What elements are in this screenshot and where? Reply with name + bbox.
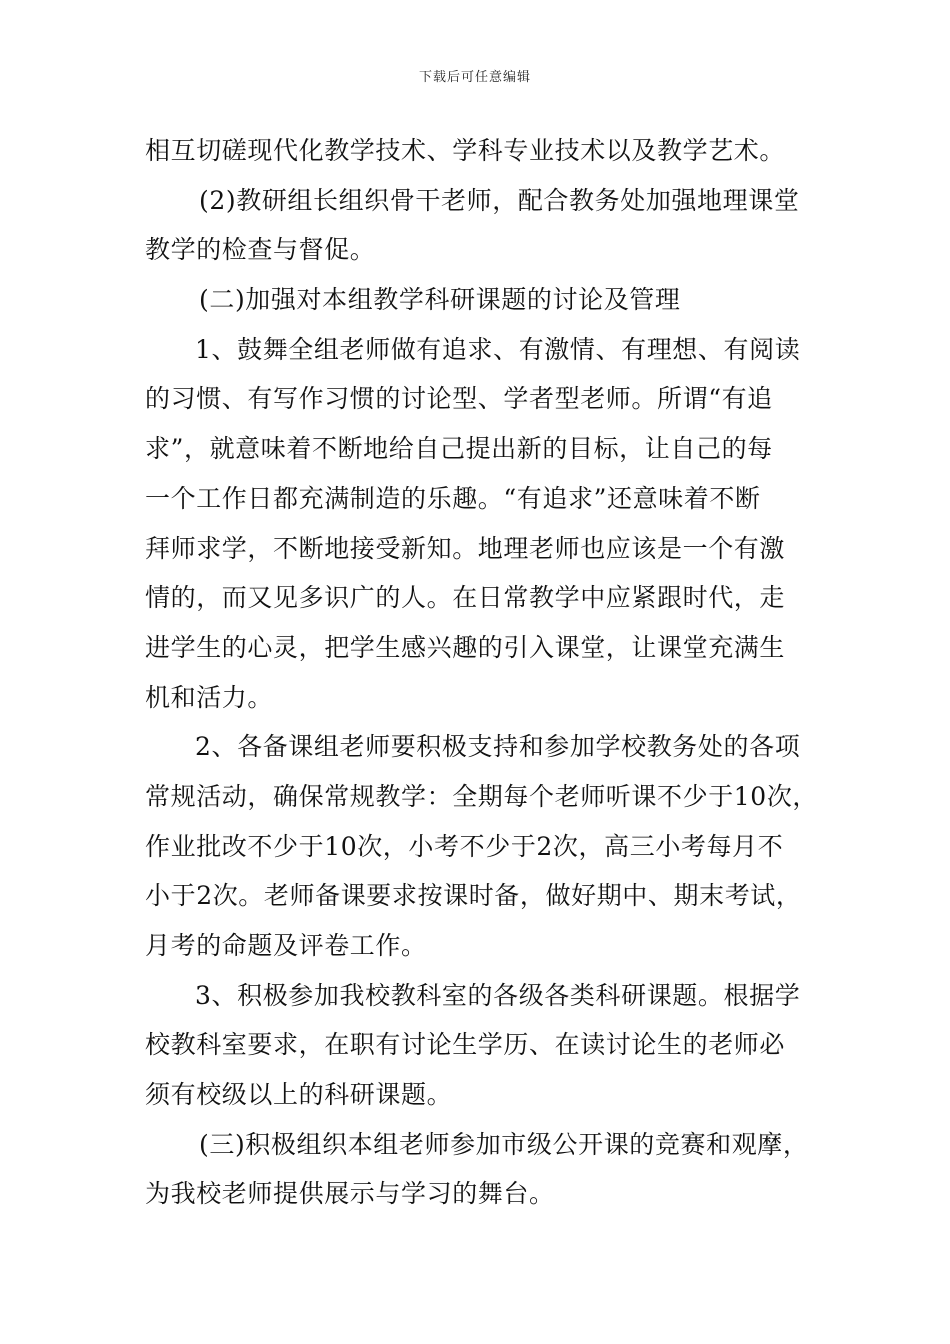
text-line: 常规活动，确保常规教学：全期每个老师听课不少于10次， [145, 781, 819, 811]
text-line: 机和活力。 [145, 682, 274, 712]
text-line: 1、鼓舞全组老师做有追求、有激情、有理想、有阅读 [195, 334, 801, 364]
text-line: 进学生的心灵，把学生感兴趣的引入课堂，让课堂充满生 [145, 632, 786, 662]
text-line: (二)加强对本组教学科研课题的讨论及管理 [199, 285, 681, 315]
text-line: 为我校老师提供展示与学习的舞台。 [145, 1179, 555, 1209]
text-line: (2)教研组长组织骨干老师，配合教务处加强地理课堂 [199, 185, 800, 215]
text-line: (三)积极组织本组老师参加市级公开课的竞赛和观摩， [199, 1129, 809, 1159]
text-line: 月考的命题及评卷工作。 [145, 931, 427, 960]
text-line: 的习惯、有写作习惯的讨论型、学者型老师。所谓“有追 [145, 384, 773, 414]
text-line: 2、各备课组老师要积极支持和参加学校教务处的各项 [195, 732, 801, 762]
body-text [145, 126, 819, 1219]
text-line: 拜师求学，不断地接受新知。地理老师也应该是一个有激 [145, 533, 786, 563]
header-note: 下载后可任意编辑 [418, 70, 531, 85]
text-line: 一个工作日都充满制造的乐趣。“有追求”还意味着不断 [145, 483, 761, 513]
text-line: 校教科室要求，在职有讨论生学历、在读讨论生的老师必 [145, 1030, 786, 1060]
text-line: 教学的检查与督促。 [145, 235, 376, 265]
text-line: 小于2次。老师备课要求按课时备，做好期中、期末考试， [145, 881, 802, 911]
text-line: 须有校级以上的科研课题。 [145, 1080, 453, 1110]
text-line: 作业批改不少于10次，小考不少于2次，高三小考每月不 [145, 831, 784, 861]
text-line: 求”，就意味着不断地给自己提出新的目标，让自己的每 [145, 434, 773, 464]
text-line: 相互切磋现代化教学技术、学科专业技术以及教学艺术。 [145, 136, 786, 165]
text-line: 情的，而又见多识广的人。在日常教学中应紧跟时代，走 [145, 583, 786, 613]
text-line: 3、积极参加我校教科室的各级各类科研课题。根据学 [195, 980, 801, 1010]
